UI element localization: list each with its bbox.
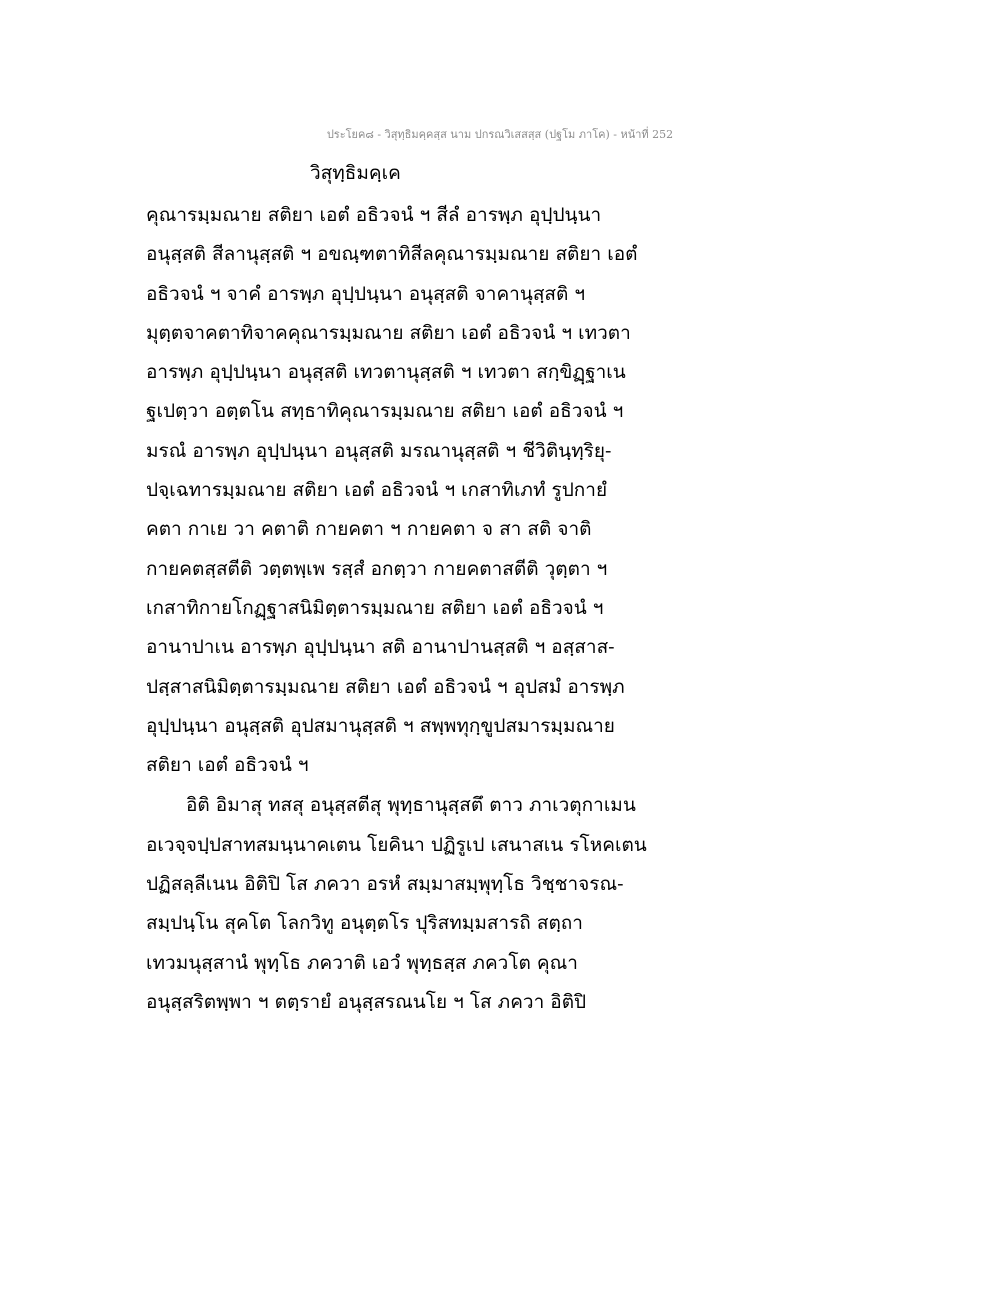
- text-line: อารพฺภ อุปฺปนฺนา อนุสฺสติ เทวตานุสฺสติ ฯ เทวตา สกฺขิฏฺฐาเน: [146, 361, 626, 384]
- text-line: ปจฺเฉทารมฺมณาย สติยา เอตํ อธิวจนํ ฯ เกสาทิเภทํ รูปกายํ: [146, 479, 608, 502]
- text-line: มรณํ อารพฺภ อุปฺปนฺนา อนุสฺสติ มรณานุสฺสติ ฯ ชีวิตินฺทฺริยุ-: [146, 439, 612, 462]
- paragraph-1: [146, 196, 706, 785]
- running-header: ประโยค๘ - วิสุทฺธิมคฺคสฺส นาม ปกรณวิเสสสฺส (ปฐโม ภาโค) - หน้าที่ 252: [326, 128, 674, 141]
- text-line: อานาปาเน อารพฺภ อุปฺปนฺนา สติ อานาปานสฺสติ ฯ อสฺสาส-: [146, 636, 615, 659]
- text-line: อนุสฺสริตพฺพา ฯ ตตฺรายํ อนุสฺสรณนโย ฯ โส ภควา อิติปิ: [146, 990, 587, 1013]
- text-line: อุปฺปนฺนา อนุสฺสติ อุปสมานุสฺสติ ฯ สพฺพทุกฺขูปสมารมฺมณาย: [146, 714, 615, 737]
- text-line: สติยา เอตํ อธิวจนํ ฯ: [146, 754, 309, 777]
- book-title: วิสุทฺธิมคฺเค: [310, 162, 401, 184]
- text-line: มุตฺตจาคตาทิจาคคุณารมฺมณาย สติยา เอตํ อธิวจนํ ฯ เทวตา: [146, 321, 631, 344]
- text-line: อนุสฺสติ สีลานุสฺสติ ฯ อขณฺฑตาทิสีลคุณารมฺมณาย สติยา เอตํ: [146, 243, 638, 266]
- text-line: เกสาทิกายโกฏฺฐาสนิมิตฺตารมฺมณาย สติยา เอตํ อธิวจนํ ฯ: [146, 596, 604, 619]
- text-line: เทวมนุสฺสานํ พุทฺโธ ภควาติ เอวํ พุทฺธสฺส ภควโต คุณา: [146, 951, 578, 974]
- text-line: คุณารมฺมณาย สติยา เอตํ อธิวจนํ ฯ สีลํ อารพฺภ อุปฺปนฺนา: [146, 204, 602, 226]
- paragraph-2: [146, 786, 706, 1022]
- text-line: ปฏิสลฺลีเนน อิติปิ โส ภควา อรหํ สมฺมาสมฺพุทฺโธ วิชฺชาจรณ-: [146, 873, 624, 896]
- text-line: คตา กาเย วา คตาติ กายคตา ฯ กายคตา จ สา สติ จาติ: [146, 518, 592, 541]
- text-line: ฐเปตฺวา อตฺตโน สทฺธาทิคุณารมฺมณาย สติยา เอตํ อธิวจนํ ฯ: [146, 400, 624, 423]
- body-text: [146, 196, 706, 1022]
- text-line: อธิวจนํ ฯ จาคํ อารพฺภ อุปฺปนฺนา อนุสฺสติ จาคานุสฺสติ ฯ: [146, 282, 586, 305]
- text-line: อิติ อิมาสุ ทสสุ อนุสฺสตีสุ พุทฺธานุสฺสตึ ตาว ภาเวตุกาเมน: [186, 794, 636, 817]
- text-line: อเวจฺจปฺปสาทสมนฺนาคเตน โยคินา ปฏิรูเป เสนาสเน รโหคเตน: [146, 833, 647, 856]
- text-line: กายคตสฺสตีติ วตฺตพฺเพ รสฺสํ อกตฺวา กายคตาสตีติ วุตฺตา ฯ: [146, 557, 608, 580]
- text-line: สมฺปนฺโน สุคโต โลกวิทู อนุตฺตโร ปุริสทมฺมสารถิ สตฺถา: [146, 912, 583, 935]
- text-line: ปสฺสาสนิมิตฺตารมฺมณาย สติยา เอตํ อธิวจนํ ฯ อุปสมํ อารพฺภ: [146, 675, 625, 698]
